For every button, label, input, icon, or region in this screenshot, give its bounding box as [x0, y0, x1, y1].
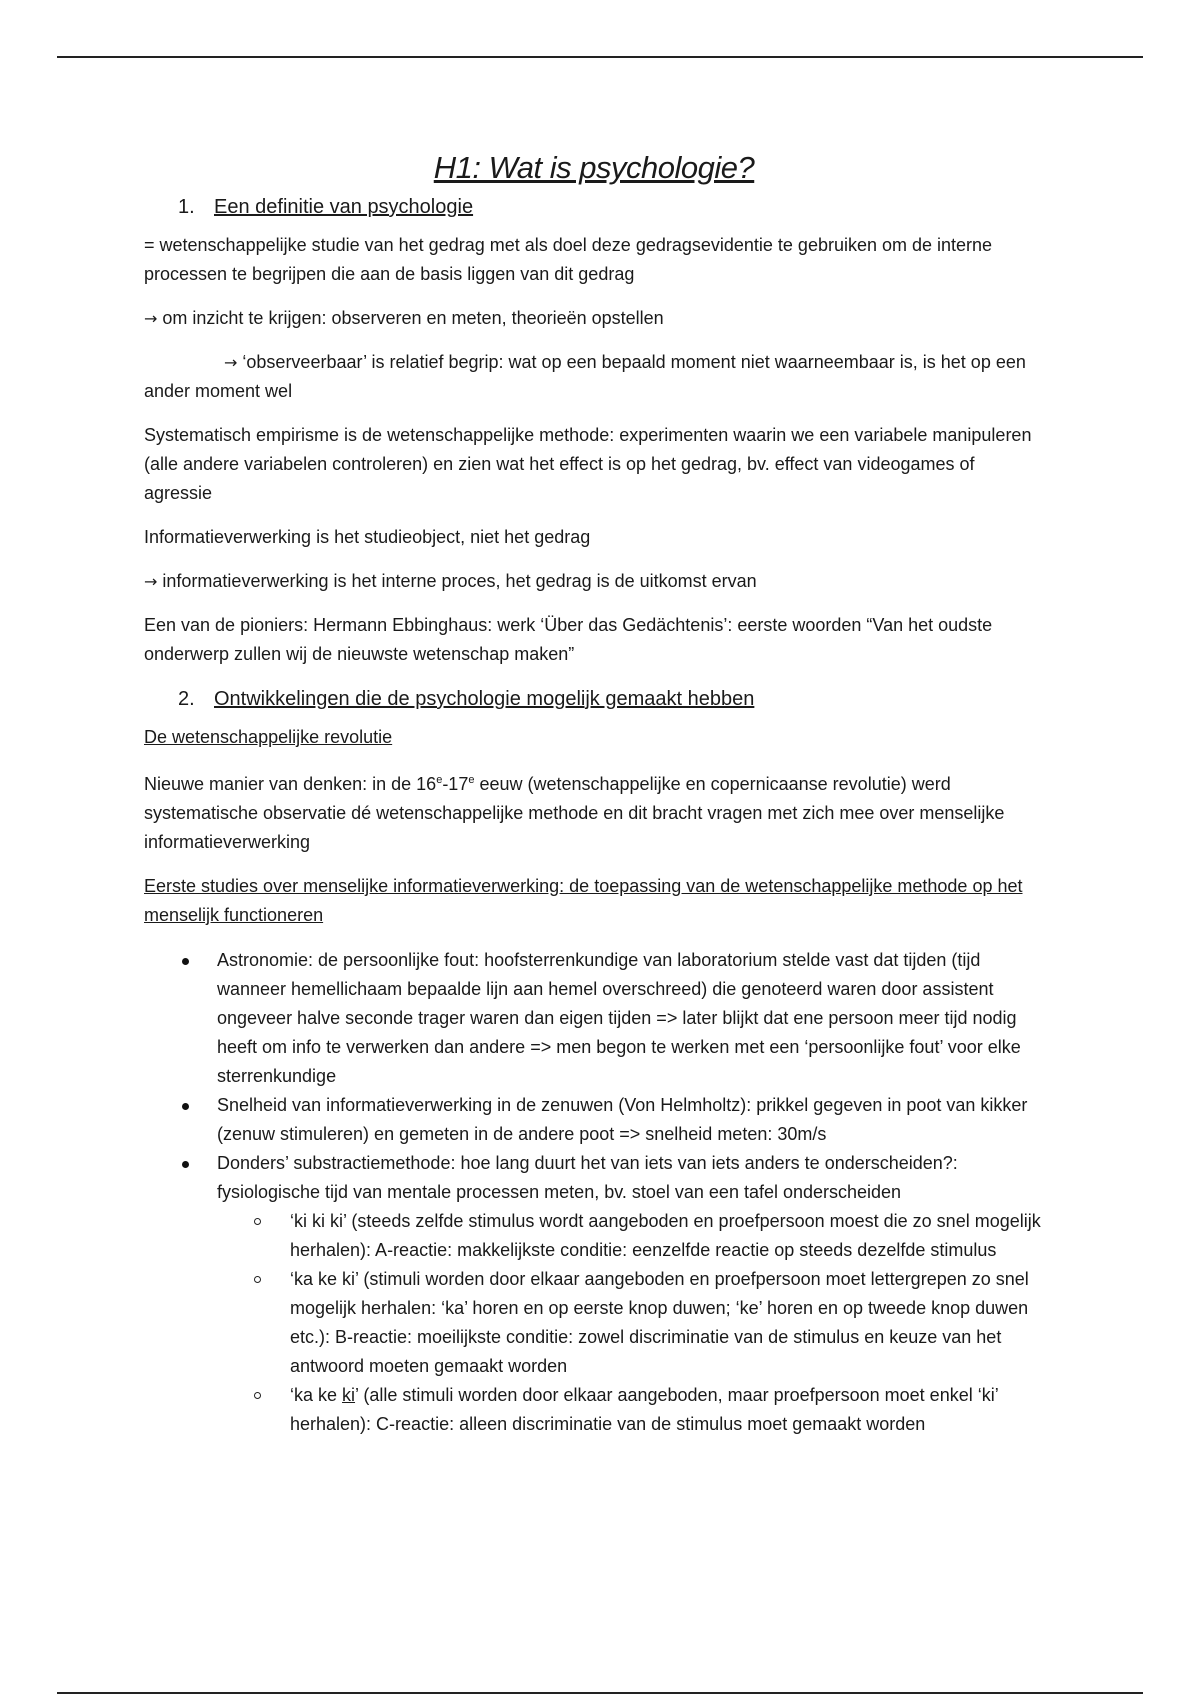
insight-text: om inzicht te krijgen: observeren en meten, theorieën opstellen — [157, 308, 664, 328]
process-text: informatieverwerking is het interne proces, het gedrag is de uitkomst ervan — [157, 571, 757, 591]
observable-paragraph — [144, 348, 1044, 406]
sub-list-item-text: ’ (alle stimuli worden door elkaar aangeboden, maar proefpersoon moet enkel ‘ki’ herhalen): C-reactie: alleen discriminatie van de stimulus moet gemaakt worden — [290, 1385, 999, 1434]
pioneer-paragraph: Een van de pioniers: Hermann Ebbinghaus: werk ‘Über das Gedächtenis’: eerste woorden “Van het oudste onderwerp zullen wij de nieuwste wetenschap maken” — [144, 615, 993, 664]
document-page — [144, 148, 1044, 1439]
subheading-first-studies: Eerste studies over menselijke informatieverwerking: de toepassing van de wetenschappelijke methode op het menselijk functioneren — [144, 876, 1023, 925]
sub-list-item-text: ‘ki ki ki’ (steeds zelfde stimulus wordt aangeboden en proefpersoon moest die zo snel mogelijk herhalen): A-reactie: makkelijkste conditie: eenzelfde reactie op steeds dezelfde stimulus — [290, 1211, 1041, 1260]
sub-list-item — [217, 1381, 1044, 1439]
revolution-text-pre: Nieuwe manier van denken: in de 16 — [144, 774, 437, 794]
arrow-right-icon: → — [224, 353, 238, 372]
circle-bullet-icon — [254, 1218, 261, 1225]
list-item — [144, 946, 1044, 1091]
arrow-right-icon: → — [144, 309, 158, 328]
bullet-list — [144, 946, 1044, 1439]
bottom-rule — [57, 1692, 1143, 1694]
section-title: Een definitie van psychologie — [214, 196, 474, 218]
section-number: 2. — [178, 688, 195, 710]
empiricism-paragraph: Systematisch empirisme is de wetenschappelijke methode: experimenten waarin we een variabele manipuleren (alle andere variabelen controleren) en zien wat het effect is op het gedrag, bv. effect van videogames of agressie — [144, 425, 1032, 503]
revolution-text-mid: -17 — [442, 774, 469, 794]
superscript: e — [436, 774, 443, 786]
insight-paragraph — [144, 304, 1044, 333]
arrow-right-icon: → — [144, 572, 158, 591]
list-item-text: Astronomie: de persoonlijke fout: hoofsterrenkundige van laboratorium stelde vast dat tijden (tijd wanneer hemellichaam bepaalde lijn aan hemel overschreed) die genoteerd waren door assistent ongeveer halve seconde trager waren dan eigen tijden => later blijkt dat ene persoon meer tijd nodig heeft om info te verwerken dan andere => men begon te werken met een ‘persoonlijke fout’ voor elke sterrenkundige — [217, 950, 1021, 1086]
list-item — [144, 1091, 1044, 1149]
page-title: H1: Wat is psychologie? — [433, 150, 755, 185]
bullet-icon — [182, 1103, 189, 1110]
circle-bullet-icon — [254, 1392, 261, 1399]
section-heading-2 — [144, 684, 1044, 714]
definition-paragraph: = wetenschappelijke studie van het gedrag met als doel deze gedragsevidentie te gebruiken om de interne processen te begrijpen die aan de basis liggen van dit gedrag — [144, 235, 993, 284]
revolution-text-post: eeuw (wetenschappelijke en copernicaanse revolutie) werd systematische observatie dé wetenschappelijke methode en dit bracht vragen met zich mee over menselijke informatieverwerking — [144, 774, 1005, 852]
list-item-text: Snelheid van informatieverwerking in de zenuwen (Von Helmholtz): prikkel gegeven in poot van kikker (zenuw stimuleren) en gemeten in de andere poot => snelheid meten: 30m/s — [217, 1095, 1028, 1144]
bullet-icon — [182, 958, 189, 965]
list-item-text: Donders’ substractiemethode: hoe lang duurt het van iets van iets anders te onderscheiden?: fysiologische tijd van mentale processen meten, bv. stoel van een tafel onderscheiden — [217, 1153, 958, 1202]
sub-list-item — [217, 1265, 1044, 1381]
superscript: e — [468, 774, 475, 786]
process-paragraph — [144, 567, 1044, 596]
study-object-paragraph: Informatieverwerking is het studieobject, niet het gedrag — [144, 527, 591, 547]
observable-text: ‘observeerbaar’ is relatief begrip: wat op een bepaald moment niet waarneembaar is, is het op een ander moment wel — [144, 352, 1026, 401]
sub-list-item-text: ‘ka ke — [290, 1385, 343, 1405]
circle-bullet-icon — [254, 1276, 261, 1283]
list-item — [144, 1149, 1044, 1439]
section-title: Ontwikkelingen die de psychologie mogelijk gemaakt hebben — [214, 688, 755, 710]
sub-list-item-text: ‘ka ke ki’ (stimuli worden door elkaar aangeboden en proefpersoon moet lettergrepen zo snel mogelijk herhalen: ‘ka’ horen en op eerste knop duwen; ‘ke’ horen en op tweede knop duwen etc.): B-reactie: moeilijkste conditie: zowel discriminatie van de stimulus en keuze van het antwoord moeten gemaakt worden — [290, 1269, 1029, 1376]
subheading-revolution: De wetenschappelijke revolutie — [144, 727, 393, 747]
underlined-text: ki — [342, 1385, 356, 1405]
section-heading-1 — [144, 192, 1044, 222]
top-rule — [57, 56, 1143, 58]
sub-list-item — [217, 1207, 1044, 1265]
bullet-icon — [182, 1161, 189, 1168]
section-number: 1. — [178, 196, 195, 218]
sub-bullet-list — [217, 1207, 1044, 1439]
revolution-paragraph — [144, 766, 1044, 857]
